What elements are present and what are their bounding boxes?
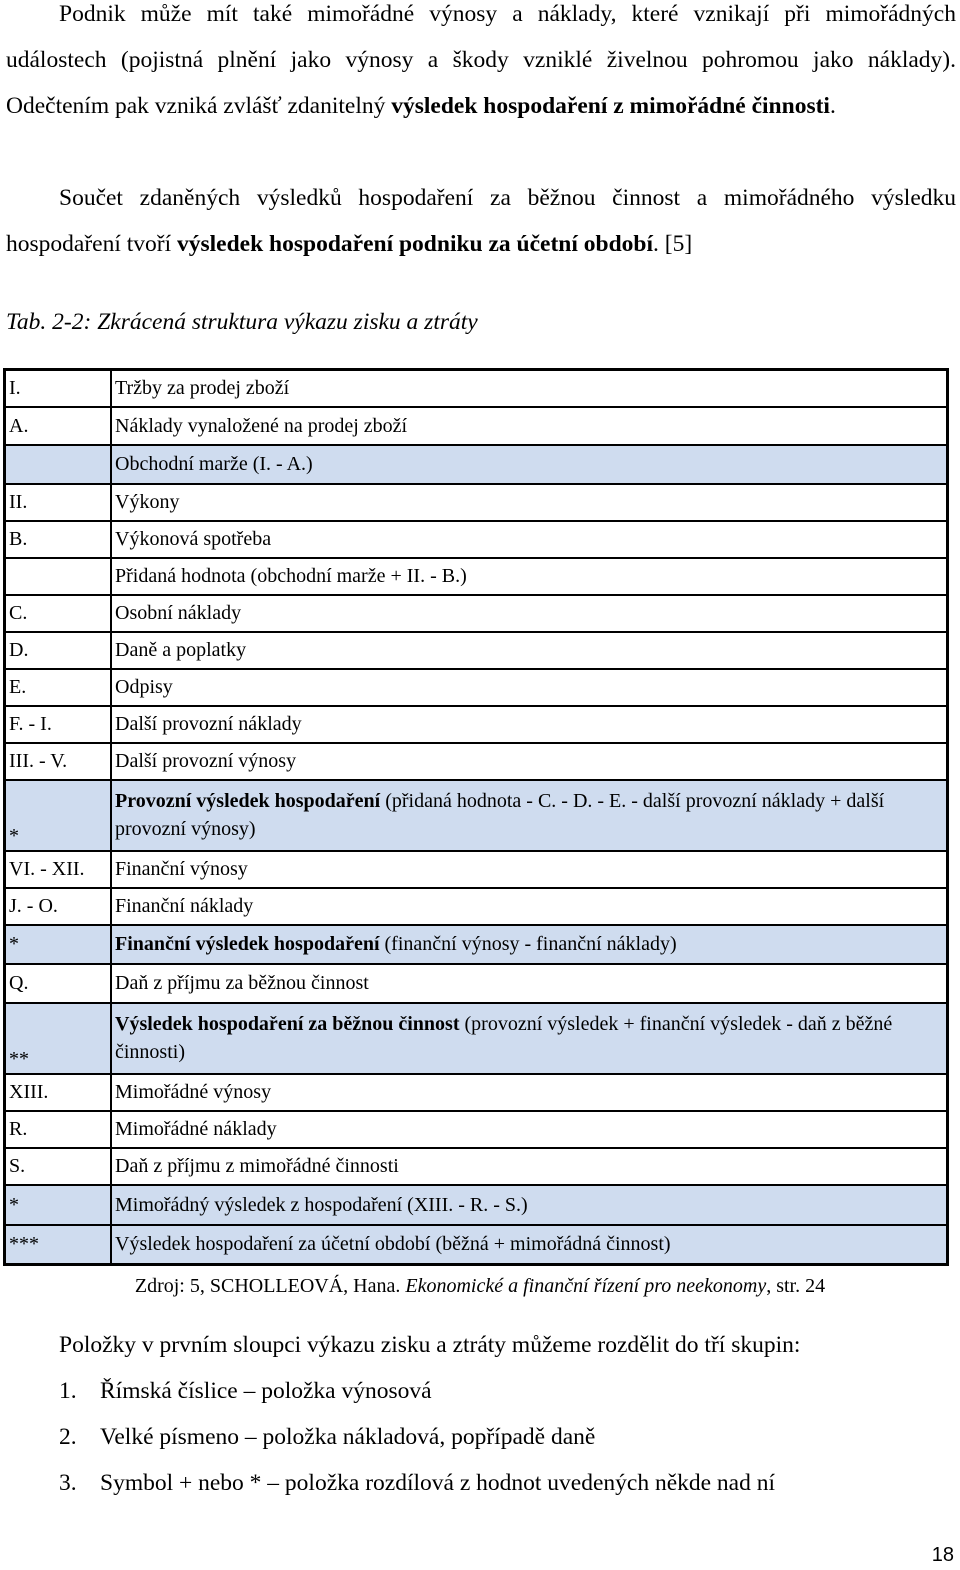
paragraph-extraordinary xyxy=(6,0,956,129)
paragraph-text: Součet zdaněných výsledků hospodaření za běžnou činnost a mimořádného výsledku hospodaření tvoří xyxy=(6,185,956,257)
row-code: B. xyxy=(5,521,112,558)
list-item xyxy=(59,1460,775,1506)
paragraph-text-end: . xyxy=(829,93,836,119)
table-row xyxy=(5,1074,948,1111)
row-label: Obchodní marže (I. - A.) xyxy=(111,445,948,484)
row-bold-term: Provozní výsledek hospodaření xyxy=(115,790,381,812)
row-label: (přidaná hodnota - C. - D. - E. - další provozní náklady + další provozní výnosy) xyxy=(115,790,885,840)
table-row xyxy=(5,706,948,743)
row-code: C. xyxy=(5,595,112,632)
paragraph-bold-term: výsledek hospodaření z mimořádné činnosti xyxy=(391,93,830,119)
row-code: III. - V. xyxy=(5,743,112,780)
row-label: Finanční výnosy xyxy=(111,851,948,888)
row-code: ** xyxy=(5,1003,112,1074)
list-item xyxy=(59,1414,775,1460)
table-row-highlight xyxy=(5,780,948,851)
row-label: Výsledek hospodaření za účetní období (běžná + mimořádná činnost) xyxy=(111,1225,948,1265)
row-label: Výkonová spotřeba xyxy=(111,521,948,558)
row-code: D. xyxy=(5,632,112,669)
table-row xyxy=(5,521,948,558)
row-code xyxy=(5,445,112,484)
row-label: Odpisy xyxy=(111,669,948,706)
table-row xyxy=(5,370,948,407)
row-code: S. xyxy=(5,1148,112,1185)
table-row xyxy=(5,669,948,706)
list-number: 1. xyxy=(59,1378,77,1404)
table-caption: Tab. 2-2: Zkrácená struktura výkazu zisku a ztráty xyxy=(6,309,478,335)
row-label: (provozní výsledek + finanční výsledek - daň z běžné činnosti) xyxy=(115,1013,893,1063)
table-row xyxy=(5,558,948,595)
row-bold-term: Výsledek hospodaření za běžnou činnost xyxy=(115,1013,460,1035)
row-label: Tržby za prodej zboží xyxy=(111,370,948,407)
table-row xyxy=(5,743,948,780)
page-number: 18 xyxy=(931,1544,954,1566)
paragraph-text-end: . [5] xyxy=(653,231,693,257)
row-code: * xyxy=(5,1185,112,1225)
row-code: J. - O. xyxy=(5,888,112,925)
row-label: Náklady vynaložené na prodej zboží xyxy=(111,407,948,445)
list-number: 2. xyxy=(59,1424,77,1450)
paragraph-total-result xyxy=(6,175,956,267)
paragraph-text: Podnik může mít také mimořádné výnosy a náklady, které vznikají při mimořádných událostech (pojistná plnění jako výnosy a škody vzniklé živelnou pohromou jako náklady). Odečtením pak vzniká zvlášť zdanitelný xyxy=(6,1,956,119)
paragraph-bold-term: výsledek hospodaření podniku za účetní období xyxy=(177,231,654,257)
row-label: Daně a poplatky xyxy=(111,632,948,669)
table-row-highlight xyxy=(5,925,948,964)
row-code: * xyxy=(5,780,112,851)
row-code: A. xyxy=(5,407,112,445)
table-body xyxy=(5,370,948,1265)
row-label: Daň z příjmu z mimořádné činnosti xyxy=(111,1148,948,1185)
row-code: VI. - XII. xyxy=(5,851,112,888)
table-row-highlight xyxy=(5,1003,948,1074)
row-label: Přidaná hodnota (obchodní marže + II. - B.) xyxy=(111,558,948,595)
list-text: Velké písmeno – položka nákladová, popřípadě daně xyxy=(100,1424,596,1450)
category-list xyxy=(59,1368,775,1506)
row-label: Výkony xyxy=(111,484,948,521)
row-label: Daň z příjmu za běžnou činnost xyxy=(111,964,948,1003)
list-item xyxy=(59,1368,775,1414)
source-prefix: Zdroj: 5, SCHOLLEOVÁ, Hana. xyxy=(134,1275,406,1297)
row-label: Mimořádný výsledek z hospodaření (XIII. - R. - S.) xyxy=(111,1185,948,1225)
income-statement-table xyxy=(3,368,949,1266)
row-bold-term: Finanční výsledek hospodaření xyxy=(115,933,380,955)
row-code: I. xyxy=(5,370,112,407)
row-label: (finanční výnosy - finanční náklady) xyxy=(379,933,677,955)
row-label-cell xyxy=(111,780,948,851)
table-row xyxy=(5,484,948,521)
row-code: *** xyxy=(5,1225,112,1265)
row-code xyxy=(5,558,112,595)
row-code: R. xyxy=(5,1111,112,1148)
row-label: Finanční náklady xyxy=(111,888,948,925)
list-intro: Položky v prvním sloupci výkazu zisku a ztráty můžeme rozdělit do tří skupin: xyxy=(59,1332,801,1358)
table-row xyxy=(5,851,948,888)
table-row xyxy=(5,1148,948,1185)
row-label: Mimořádné výnosy xyxy=(111,1074,948,1111)
table-row-highlight xyxy=(5,1225,948,1265)
list-text: Římská číslice – položka výnosová xyxy=(100,1378,432,1404)
table-row xyxy=(5,888,948,925)
source-title: Ekonomické a finanční řízení pro neekonomy xyxy=(405,1275,767,1297)
table-source xyxy=(0,1271,960,1301)
table-row xyxy=(5,964,948,1003)
table-row xyxy=(5,1111,948,1148)
list-text: Symbol + nebo * – položka rozdílová z hodnot uvedených někde nad ní xyxy=(100,1470,776,1496)
row-label: Mimořádné náklady xyxy=(111,1111,948,1148)
row-label-cell xyxy=(111,925,948,964)
source-suffix: , str. 24 xyxy=(766,1275,826,1297)
row-code: Q. xyxy=(5,964,112,1003)
row-label: Další provozní výnosy xyxy=(111,743,948,780)
table-row-highlight xyxy=(5,445,948,484)
table-row-highlight xyxy=(5,1185,948,1225)
table-row xyxy=(5,595,948,632)
row-label: Další provozní náklady xyxy=(111,706,948,743)
row-code: II. xyxy=(5,484,112,521)
row-label-cell xyxy=(111,1003,948,1074)
row-code: E. xyxy=(5,669,112,706)
row-label: Osobní náklady xyxy=(111,595,948,632)
table-row xyxy=(5,407,948,445)
list-number: 3. xyxy=(59,1470,77,1496)
row-code: F. - I. xyxy=(5,706,112,743)
table-row xyxy=(5,632,948,669)
row-code: * xyxy=(5,925,112,964)
row-code: XIII. xyxy=(5,1074,112,1111)
